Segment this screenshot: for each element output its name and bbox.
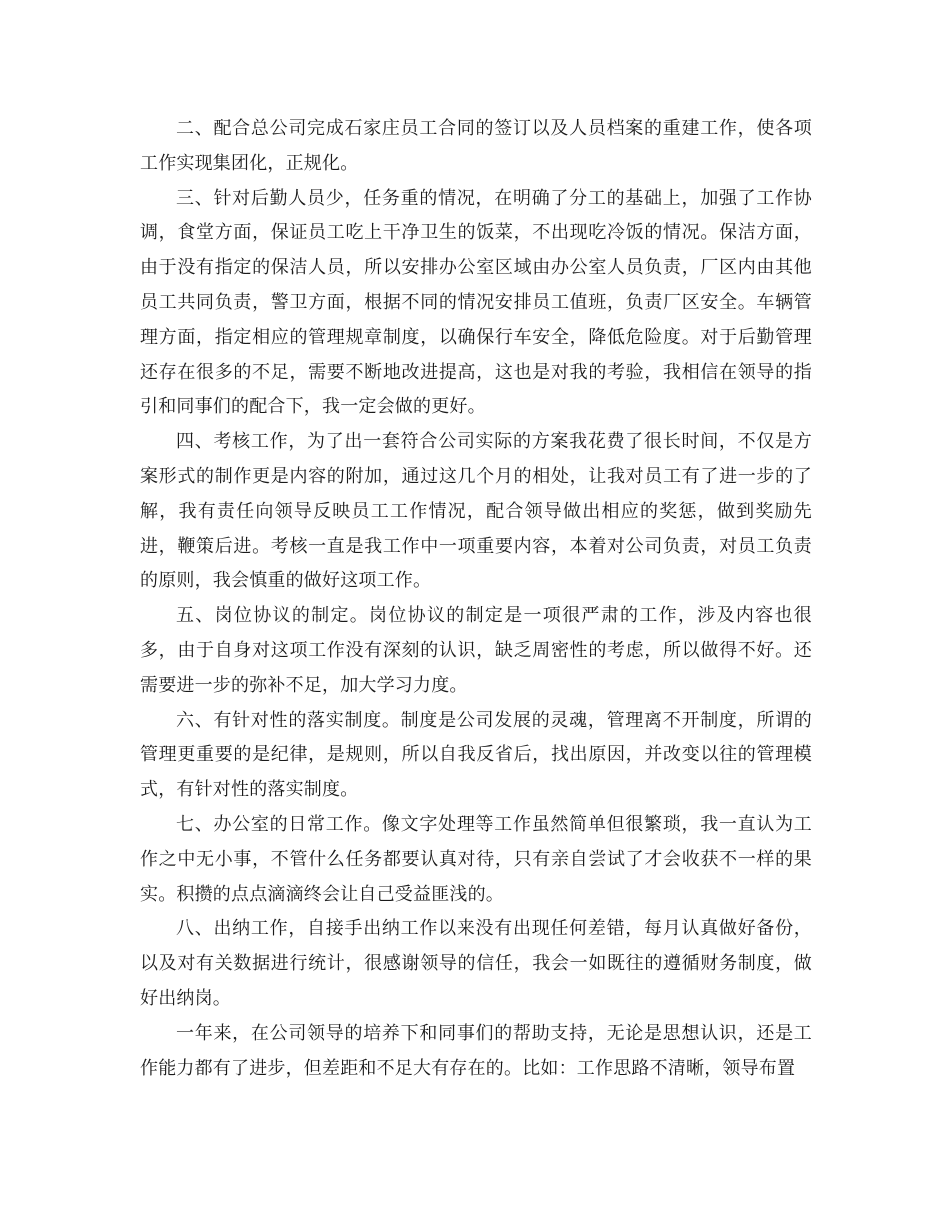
paragraph-job-agreement: 五、岗位协议的制定。岗位协议的制定是一项很严肃的工作，涉及内容也很多，由于自身对这项工作没有深刻的认识，缺乏周密性的考虑，所以做得不好。还需要进一步的弥补不足，加大学习力度。 (140, 605, 812, 696)
paragraph-daily-office-work: 七、办公室的日常工作。像文字处理等工作虽然简单但很繁琐，我一直认为工作之中无小事，不管什么任务都要认真对待，只有亲自尝试了才会收获不一样的果实。积攒的点点滴滴终会让自己受益匪浅的。 (140, 813, 812, 905)
paragraph-logistics: 三、针对后勤人员少，任务重的情况，在明确了分工的基础上，加强了工作协调，食堂方面，保证员工吃上干净卫生的饭菜，不出现吃冷饭的情况。保洁方面，由于没有指定的保洁人员，所以安排办公室区域由办公室人员负责，厂区内由其他员工共同负责，警卫方面，根据不同的情况安排员工值班，负责厂区安全。车辆管理方面，指定相应的管理规章制度，以确保行车安全，降低危险度。对于后勤管理还存在很多的不足，需要不断地改进提高，这也是对我的考验，我相信在领导的指引和同事们的配合下，我一定会做的更好。 (140, 187, 812, 418)
paragraph-system-implementation: 六、有针对性的落实制度。制度是公司发展的灵魂，管理离不开制度，所谓的管理更重要的是纪律，是规则，所以自我反省后，找出原因，并改变以往的管理模式，有针对性的落实制度。 (140, 709, 812, 801)
paragraph-assessment: 四、考核工作，为了出一套符合公司实际的方案我花费了很长时间，不仅是方案形式的制作更是内容的附加，通过这几个月的相处，让我对员工有了进一步的了解，我有责任向领导反映员工工作情况，配合领导做出相应的奖惩，做到奖励先进，鞭策后进。考核一直是我工作中一项重要内容，本着对公司负责，对员工负责的原则，我会慎重的做好这项工作。 (140, 431, 812, 592)
paragraph-contract-signing: 二、配合总公司完成石家庄员工合同的签订以及人员档案的重建工作，使各项工作实现集团化，正规化。 (140, 118, 812, 174)
paragraph-year-summary: 一年来，在公司领导的培养下和同事们的帮助支持，无论是思想认识，还是工作能力都有了进步，但差距和不足大有存在的。比如：工作思路不清晰，领导布置 (140, 1022, 812, 1079)
document-body (140, 112, 812, 1086)
paragraph-cashier-work: 八、出纳工作，自接手出纳工作以来没有出现任何差错，每月认真做好备份，以及对有关数据进行统计，很感谢领导的信任，我会一如既往的遵循财务制度，做好出纳岗。 (140, 918, 812, 1009)
